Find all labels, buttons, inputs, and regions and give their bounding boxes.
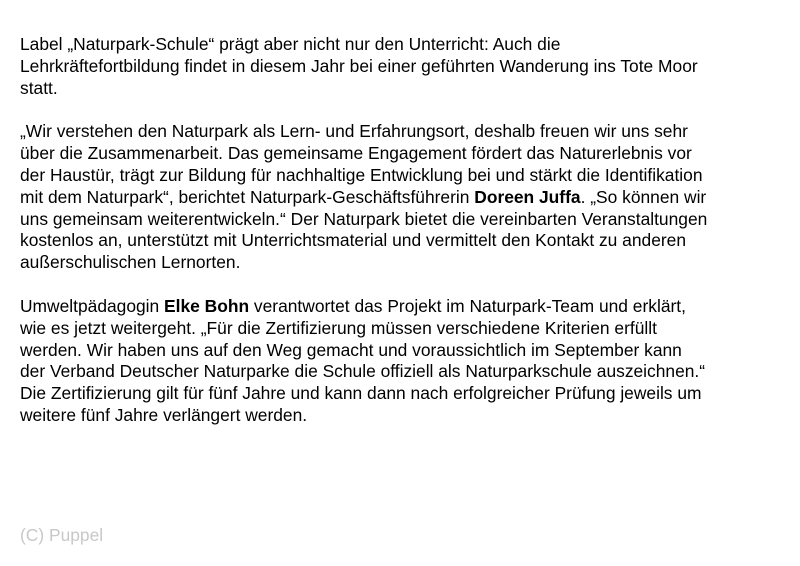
paragraph-2 [20, 121, 790, 274]
text-line: der Haustür, trägt zur Bildung für nachhaltige Entwicklung bei und stärkt die Identifikation [20, 164, 703, 185]
text-line: der Verband Deutscher Naturparke die Schule offiziell als Naturparkschule auszeichnen.“ [20, 361, 706, 382]
text-line: uns gemeinsam weiterentwickeln.“ Der Naturpark bietet die vereinbarten Veranstaltungen [20, 208, 708, 229]
text-line: Label „Naturpark-Schule“ prägt aber nicht nur den Unterricht: Auch die [20, 34, 561, 54]
copyright-watermark: (C) Puppel [20, 525, 104, 545]
paragraph-1 [20, 34, 790, 99]
text-segment: mit dem Naturpark“, berichtet Naturpark-Geschäftsführerin [20, 186, 475, 207]
text-line [20, 296, 686, 316]
text-line: werden. Wir haben uns auf den Weg gemacht und voraussichtlich im September kann [20, 339, 682, 360]
text-line: wie es jetzt weitergeht. „Für die Zertifizierung müssen verschiedene Kriterien erfüllt [20, 317, 657, 338]
person-name: Elke Bohn [164, 295, 250, 316]
text-segment: verantwortet das Projekt im Naturpark-Team und erklärt, [249, 295, 686, 316]
article-body [20, 34, 790, 449]
text-line: weitere fünf Jahre verlängert werden. [20, 404, 308, 425]
text-line: statt. [20, 77, 58, 98]
text-line [20, 187, 706, 207]
text-segment: Umweltpädagogin [20, 295, 165, 316]
text-line: „Wir verstehen den Naturpark als Lern- und Erfahrungsort, deshalb freuen wir uns sehr [20, 121, 688, 142]
paragraph-3 [20, 296, 790, 427]
text-line: Lehrkräftefortbildung findet in diesem Jahr bei einer geführten Wanderung ins Tote Moor [20, 55, 698, 76]
text-line: außerschulischen Lernorten. [20, 252, 241, 273]
text-line: über die Zusammenarbeit. Das gemeinsame Engagement fördert das Naturerlebnis vor [20, 143, 692, 164]
text-segment: . „So können wir [580, 186, 707, 207]
text-line: Die Zertifizierung gilt für fünf Jahre und kann dann nach erfolgreicher Prüfung jeweils um [20, 383, 702, 404]
text-line: kostenlos an, unterstützt mit Unterrichtsmaterial und vermittelt den Kontakt zu anderen [20, 230, 686, 251]
person-name: Doreen Juffa [474, 186, 581, 207]
